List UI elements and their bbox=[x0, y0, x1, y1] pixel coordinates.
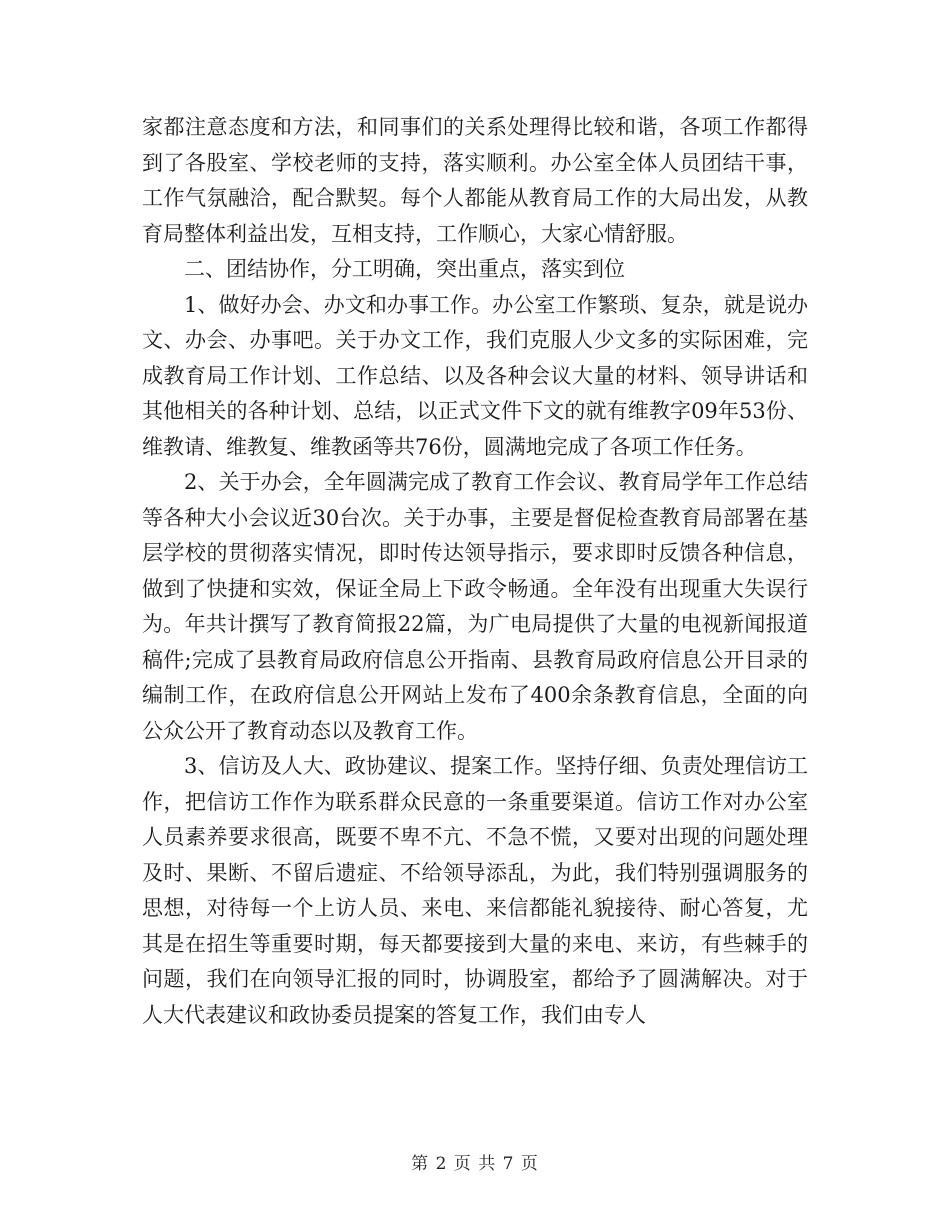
document-body bbox=[142, 110, 808, 1033]
page-footer: 第 2 页 共 7 页 bbox=[411, 1154, 539, 1174]
paragraph-item-3: 3、信访及人大、政协建议、提案工作。坚持仔细、负责处理信访工作，把信访工作作为联系群众民意的一条重要渠道。信访工作对办公室人员素养要求很高，既要不卑不亢、不急不慌，又要对出现的问题处理及时、果断、不留后遗症、不给领导添乱，为此，我们特别强调服务的思想，对待每一个上访人员、来电、来信都能礼貌接待、耐心答复，尤其是在招生等重要时期，每天都要接到大量的来电、来访，有些棘手的问题，我们在向领导汇报的同时，协调股室，都给予了圆满解决。对于人大代表建议和政协委员提案的答复工作，我们由专人 bbox=[142, 754, 808, 1027]
paragraph-continuation: 家都注意态度和方法，和同事们的关系处理得比较和谐，各项工作都得到了各股室、学校老师的支持，落实顺利。办公室全体人员团结干事，工作气氛融洽，配合默契。每个人都能从教育局工作的大局出发，从教育局整体利益出发，互相支持，工作顺心，大家心情舒服。 bbox=[142, 115, 808, 246]
section-heading: 二、团结协作，分工明确，突出重点，落实到位 bbox=[184, 257, 625, 281]
paragraph-item-2: 2、关于办会，全年圆满完成了教育工作会议、教育局学年工作总结等各种大小会议近30台次。关于办事，主要是督促检查教育局部署在基层学校的贯彻落实情况，即时传达领导指示，要求即时反馈各种信息，做到了快捷和实效，保证全局上下政令畅通。全年没有出现重大失误行为。年共计撰写了教育简报22篇，为广电局提供了大量的电视新闻报道稿件;完成了县教育局政府信息公开指南、县教育局政府信息公开目录的编制工作，在政府信息公开网站上发布了400余条教育信息，全面的向公众公开了教育动态以及教育工作。 bbox=[142, 470, 808, 743]
paragraph-item-1: 1、做好办会、办文和办事工作。办公室工作繁琐、复杂，就是说办文、办会、办事吧。关于办文工作，我们克服人少文多的实际困难，完成教育局工作计划、工作总结、以及各种会议大量的材料、领导讲话和其他相关的各种计划、总结，以正式文件下文的就有维教字09年53份、维教请、维教复、维教函等共76份，圆满地完成了各项工作任务。 bbox=[142, 292, 808, 459]
